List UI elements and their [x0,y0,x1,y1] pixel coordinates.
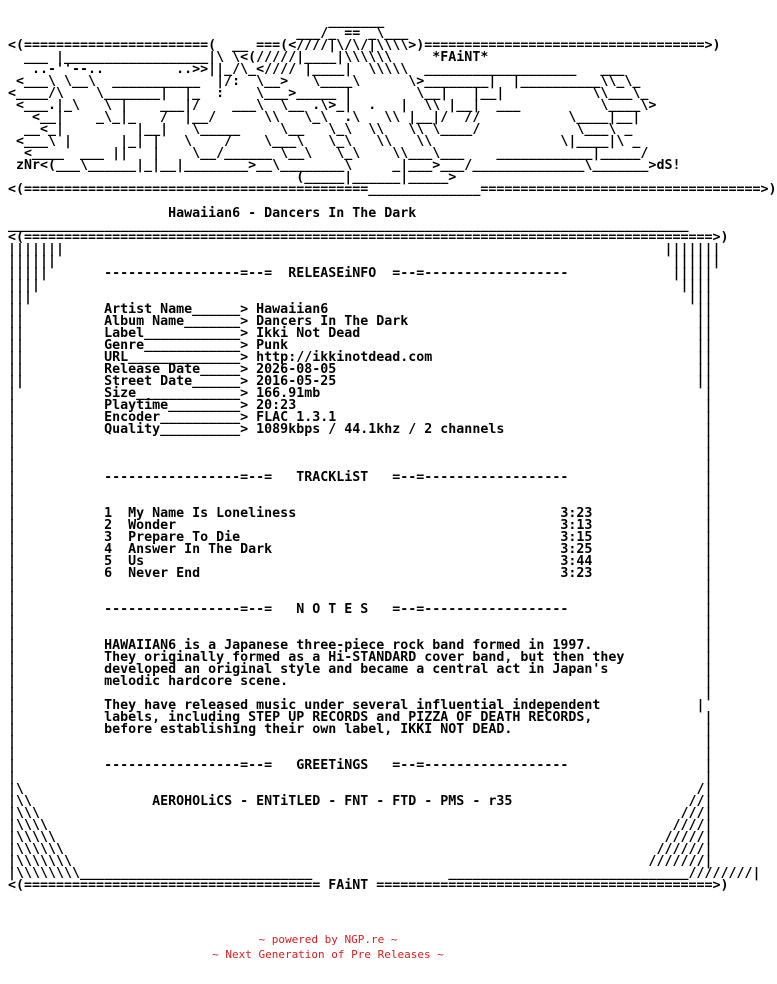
nfo-text: _______ ___/_ == _\___ <(=======================( __ ===(<////|\/\/|\\\\>)===================================>) ___ |__________________|\ \<(/////|____|\\\\\\ *FAiNT* ..-''--.. ..>>||_/\_<//// |____| \\\\\ ___________________ ___ <___\ \__\ ___________ |/: \__> \____\ \>________| |__________\\_\_ <____/\ \_______| |_ : \___>_____ | \__| |__| \\___\_ <___.|_\ \ | ___|/ ___\ \__ .\>_| . | \\ |__| ___ \____\> <__| _\_|_ / |__/ \\ \_\ .\ \\ |__|/ // \____|__| __<_| |__| \_____ \__ \_\ \\ \\ \____/ \___\ _ <___\ | |_| | \ / \___\ \_\ \\ \\ \|____|\ _ <____ ___ || | \__/______ \__\ \_\ \\___\___ ____________|_____/ zNr<(___\______|_|__|________>__\________\ _|___>___/______________\_______>dS! (_____|______|_____> <(===========================================______________===================================>) Hawaiian6 - Dancers In The Dark _____________________________________________________________________________________ <(======================================================================================>) ||||||| ||||||| |||||| |||||| ||||| -----------------=--= RELEASEiNFO =--=------------------ ||||| |||| |||| ||| ||| || Artist Name______> Hawaiian6 || || Album Name_______> Dancers In The Dark || || Label____________> Ikki Not Dead || || Genre____________> Punk || || URL______________> http://ikkinotdead.com || || Release Date_____> 2026-08-05 || || Street Date______> 2016-05-25 || | Size_____________> 166.91mb | | Playtime_________> 20:23 | | Encoder__________> FLAC 1.3.1 | | Quality__________> 1089kbps / 44.1khz / 2 channels | | | | | | | | -----------------=--= TRACKLiST =--=------------------ | | | | | | 1 My Name Is Loneliness 3:23 | | 2 Wonder 3:13 | | 3 Prepare To Die 3:15 | | 4 Answer In The Dark 3:25 | | 5 Us 3:44 | | 6 Never End 3:23 | | | | | | -----------------=--= N O T E S =--=------------------ | | | | | | HAWAIIAN6 is a Japanese three-piece rock band formed in 1997. | | They originally formed as a Hi-STANDARD cover band, but then they | | developed an original style and became a central act in Japan's | | melodic hardcore scene. | | | | They have released music under several influential independent | | labels, including STEP UP RECORDS and PIZZA OF DEATH RECORDS, | | before establishing their own label, IKKI NOT DEAD. | | | | | | -----------------=--= GREETiNGS =--=------------------ | | | |\ /| |\\ AEROHOLiCS - ENTiTLED - FNT - FTD - PMS - r35 //| |\\\ ///| |\\\\ ////| |\\\\\ /////| |\\\\\\ //////| |\\\\\\\ ///////| |\\\\\\\\_____________________________ ______________________________////////| <(===================================== FAiNT ==========================================>) [8,14,777,893]
footer-tagline: ~ Next Generation of Pre Releases ~ [212,948,444,961]
footer-powered-by: ~ powered by NGP.re ~ [258,933,398,946]
